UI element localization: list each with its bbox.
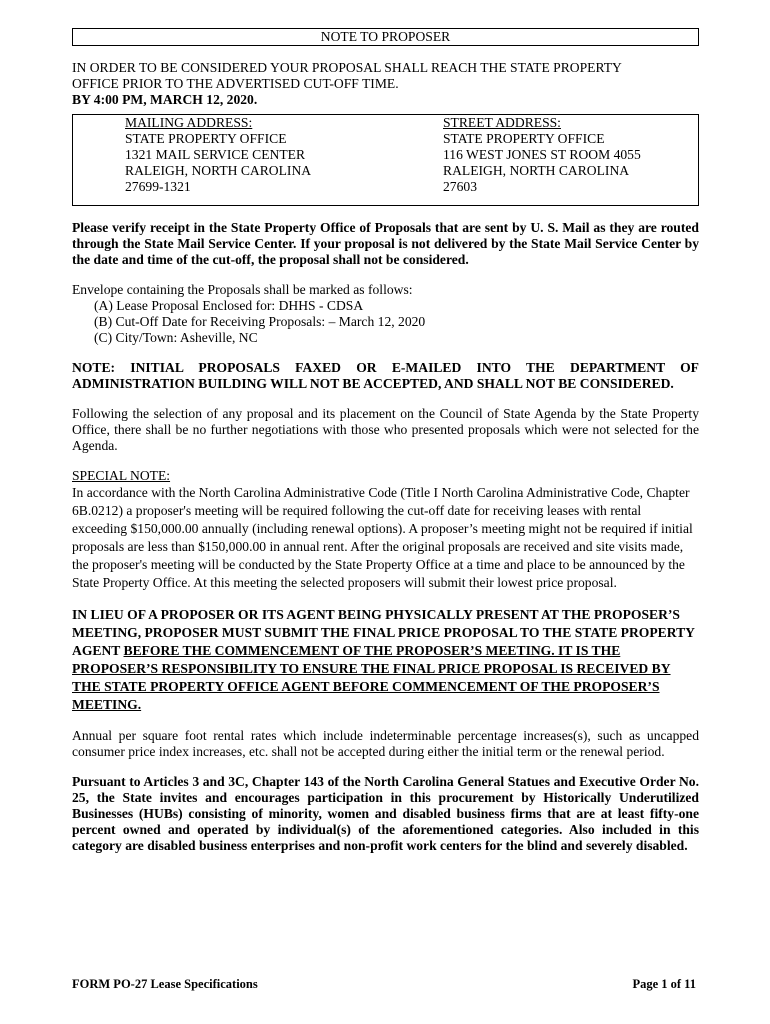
envelope-item: (C) City/Town: Asheville, NC	[94, 330, 258, 345]
address-box	[72, 114, 699, 206]
mailing-address-line: 27699-1321	[125, 179, 191, 194]
verify-receipt-paragraph: Please verify receipt in the State Property Office of Proposals that are sent by U. S. Mail as they are routed through the State Mail Service Center. If your proposal is not delivered by the State Mail Service Center by the date and time of the cut-off, the proposal shall not be considered.	[72, 220, 699, 267]
street-address-line: RALEIGH, NORTH CAROLINA	[443, 163, 630, 178]
intro-line: IN ORDER TO BE CONSIDERED YOUR PROPOSAL SHALL REACH THE STATE PROPERTY	[72, 60, 622, 75]
street-address-line: 116 WEST JONES ST ROOM 4055	[443, 147, 641, 162]
page-title: NOTE TO PROPOSER	[72, 28, 699, 46]
mailing-address	[125, 115, 311, 195]
following-selection-paragraph: Following the selection of any proposal and its placement on the Council of State Agenda by the State Property Office, there shall be no further negotiations with those who presented proposals which were not selected for the Agenda.	[72, 406, 699, 453]
intro-block	[72, 60, 699, 108]
street-address-line: 27603	[443, 179, 477, 194]
mailing-address-line: RALEIGH, NORTH CAROLINA	[125, 163, 312, 178]
mailing-address-heading: MAILING ADDRESS:	[125, 115, 253, 130]
mailing-address-line: STATE PROPERTY OFFICE	[125, 131, 287, 146]
street-address	[443, 115, 641, 195]
intro-line: OFFICE PRIOR TO THE ADVERTISED CUT-OFF TIME.	[72, 76, 399, 91]
special-note-body: In accordance with the North Carolina Administrative Code (Title I North Carolina Administrative Code, Chapter 6B.0212) a proposer's meeting will be required following the cut-off date for receiving leases with rental exceeding $150,000.00 annually (including renewal options). A proposer’s meeting might not be required if initial proposals are less than $150,000.00 in annual rent. After the original proposals are received and site visits made, the proposer's meeting will be conducted by the State Property Office at a time and place to be announced by the State Property Office. At this meeting the selected proposers will submit their lowest price proposal.	[72, 485, 693, 590]
page-number: Page 1 of 11	[632, 977, 696, 991]
hub-paragraph: Pursuant to Articles 3 and 3C, Chapter 143 of the North Carolina General Statues and Executive Order No. 25, the State invites and encourages participation in this procurement by Historically Underutilized Businesses (HUBs) consisting of minority, women and disabled business firms that are at least fifty-one percent owned and operated by individual(s) of the aforementioned categories. Also included in this category are disabled business enterprises and non-profit work centers for the blind and severely disabled.	[72, 774, 699, 853]
special-note-heading: SPECIAL NOTE:	[72, 468, 171, 483]
envelope-item: (B) Cut-Off Date for Receiving Proposals: – March 12, 2020	[94, 314, 426, 329]
lieu-text: IN LIEU OF A PROPOSER OR ITS AGENT BEING PHYSICALLY PRESENT AT THE PROPOSER’S MEETING, PROPOSER MUST SUBMIT THE FINAL PRICE PROPOSAL TO THE STATE PROPERTY AGENT	[72, 607, 695, 658]
annual-rates-paragraph: Annual per square foot rental rates which include indeterminable percentage increases(s), such as uncapped consumer price index increases, etc. shall not be accepted during either the initial term or the renewal period.	[72, 728, 699, 759]
envelope-heading: Envelope containing the Proposals shall be marked as follows:	[72, 282, 413, 297]
lieu-paragraph	[72, 606, 699, 714]
envelope-item: (A) Lease Proposal Enclosed for: DHHS - CDSA	[94, 298, 364, 313]
fax-email-note: NOTE: INITIAL PROPOSALS FAXED OR E-MAILED INTO THE DEPARTMENT OF ADMINISTRATION BUILDING WILL NOT BE ACCEPTED, AND SHALL NOT BE CONSIDERED.	[72, 360, 699, 391]
form-name: FORM PO-27 Lease Specifications	[72, 977, 258, 991]
lieu-underlined-text: BEFORE THE COMMENCEMENT OF THE PROPOSER’S MEETING. IT IS THE PROPOSER’S RESPONSIBILITY TO ENSURE THE FINAL PRICE PROPOSAL IS RECEIVED BY THE STATE PROPERTY OFFICE AGENT BEFORE COMMENCEMENT OF THE PROPOSER’S MEETING.	[72, 643, 671, 712]
deadline: BY 4:00 PM, MARCH 12, 2020.	[72, 92, 258, 107]
special-note	[72, 468, 699, 592]
document-page	[72, 28, 699, 854]
page-footer	[72, 977, 696, 992]
street-address-heading: STREET ADDRESS:	[443, 115, 561, 130]
street-address-line: STATE PROPERTY OFFICE	[443, 131, 605, 146]
envelope-block	[72, 282, 699, 346]
mailing-address-line: 1321 MAIL SERVICE CENTER	[125, 147, 306, 162]
